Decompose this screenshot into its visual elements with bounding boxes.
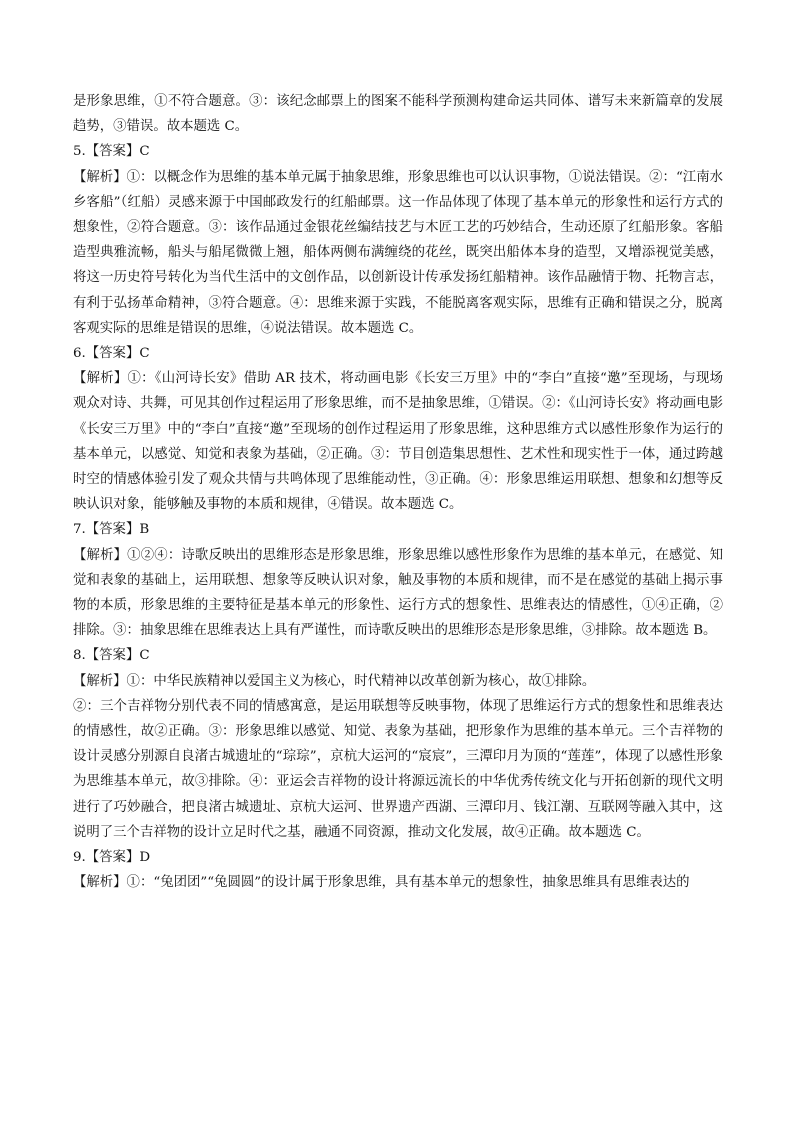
explanation-7: 【解析】①②④：诗歌反映出的思维形态是形象思维，形象思维以感性形象作为思维的基本单元，在感觉、知觉和表象的基础上，运用联想、想象等反映认识对象，触及事物的本质和规律，而不是在感觉的基础上揭示事物的本质，形象思维的主要特征是基本单元的形象性、运行方式的想象性、思维表达的情感性，①④正确，②排除。③：抽象思维在思维表达上具有严谨性，而诗歌反映出的思维形态是形象思维，③排除。故本题选 B。: [73, 547, 723, 639]
answer-7: 7.【答案】B: [73, 522, 150, 538]
explanation-9: 【解析】①：“兔团团”“兔圆圆”的设计属于形象思维，具有基本单元的想象性，抽象思维具有思维表达的: [73, 875, 690, 891]
answer-9: 9.【答案】D: [73, 850, 151, 866]
explanation-8-part2: ②：三个吉祥物分别代表不同的情感寓意，是运用联想等反映事物，体现了思维运行方式的想象性和思维表达的情感性，故②正确。③：形象思维以感觉、知觉、表象为基础，把形象作为思维的基本单元。三个吉祥物的设计灵感分别源自良渚古城遗址的“琮琮”，京杭大运河的“宸宸”，三潭印月为顶的“莲莲”，体现了以感性形象为思维基本单元，故③排除。④：亚运会吉祥物的设计将源远流长的中华优秀传统文化与开拓创新的现代文明进行了巧妙融合，把良渚古城遗址、京杭大运河、世界遗产西湖、三潭印月、钱江潮、互联网等融入其中，这说明了三个吉祥物的设计立足时代之基，融通不同资源，推动文化发展，故④正确。故本题选 C。: [73, 698, 723, 840]
answer-6: 6.【答案】C: [73, 346, 150, 362]
explanation-6: 【解析】①：《山河诗长安》借助 AR 技术，将动画电影《长安三万里》中的“李白”直接“邀”至现场，与现场观众对诗、共舞，可见其创作过程运用了形象思维，而不是抽象思维，①错误。②：《山河诗长安》将动画电影《长安三万里》中的“李白”直接“邀”至现场的创作过程运用了形象思维，这种思维方式以感性形象作为运行的基本单元，以感觉、知觉和表象为基础，②正确。③：节目创造集思想性、艺术性和现实性于一体，通过跨越时空的情感体验引发了观众共情与共鸣体现了思维能动性，③正确。④：形象思维运用联想、想象和幻想等反映认识对象，能够触及事物的本质和规律，④错误。故本题选 C。: [73, 371, 723, 513]
explanation-5: 【解析】①：以概念作为思维的基本单元属于抽象思维，形象思维也可以认识事物，①说法错误。②：“江南水乡客船”（红船）灵感来源于中国邮政发行的红船邮票。这一作品体现了体现了基本单元的形象性和运行方式的想象性，②符合题意。③：该作品通过金银花丝编结技艺与木匠工艺的巧妙结合，生动还原了红船形象。客船造型典雅流畅，船头与船尾微微上翘，船体两侧布满缠绕的花丝，既突出船体本身的造型，又增添视觉美感，将这一历史符号转化为当代生活中的文创作品，以创新设计传承发扬红船精神。该作品融情于物、托物言志，有利于弘扬革命精神，③符合题意。④：思维来源于实践，不能脱离客观实际，思维有正确和错误之分，脱离客观实际的思维是错误的思维，④说法错误。故本题选 C。: [73, 169, 723, 336]
answer-8: 8.【答案】C: [73, 648, 150, 664]
answer-5: 5.【答案】C: [73, 144, 150, 160]
answer-explanations: [73, 89, 723, 896]
paragraph-continuation: 是形象思维，①不符合题意。③：该纪念邮票上的图案不能科学预测构建命运共同体、谱写未来新篇章的发展趋势，③错误。故本题选 C。: [73, 94, 723, 135]
explanation-8-part1: 【解析】①：中华民族精神以爱国主义为核心，时代精神以改革创新为核心，故①排除。: [73, 673, 596, 689]
